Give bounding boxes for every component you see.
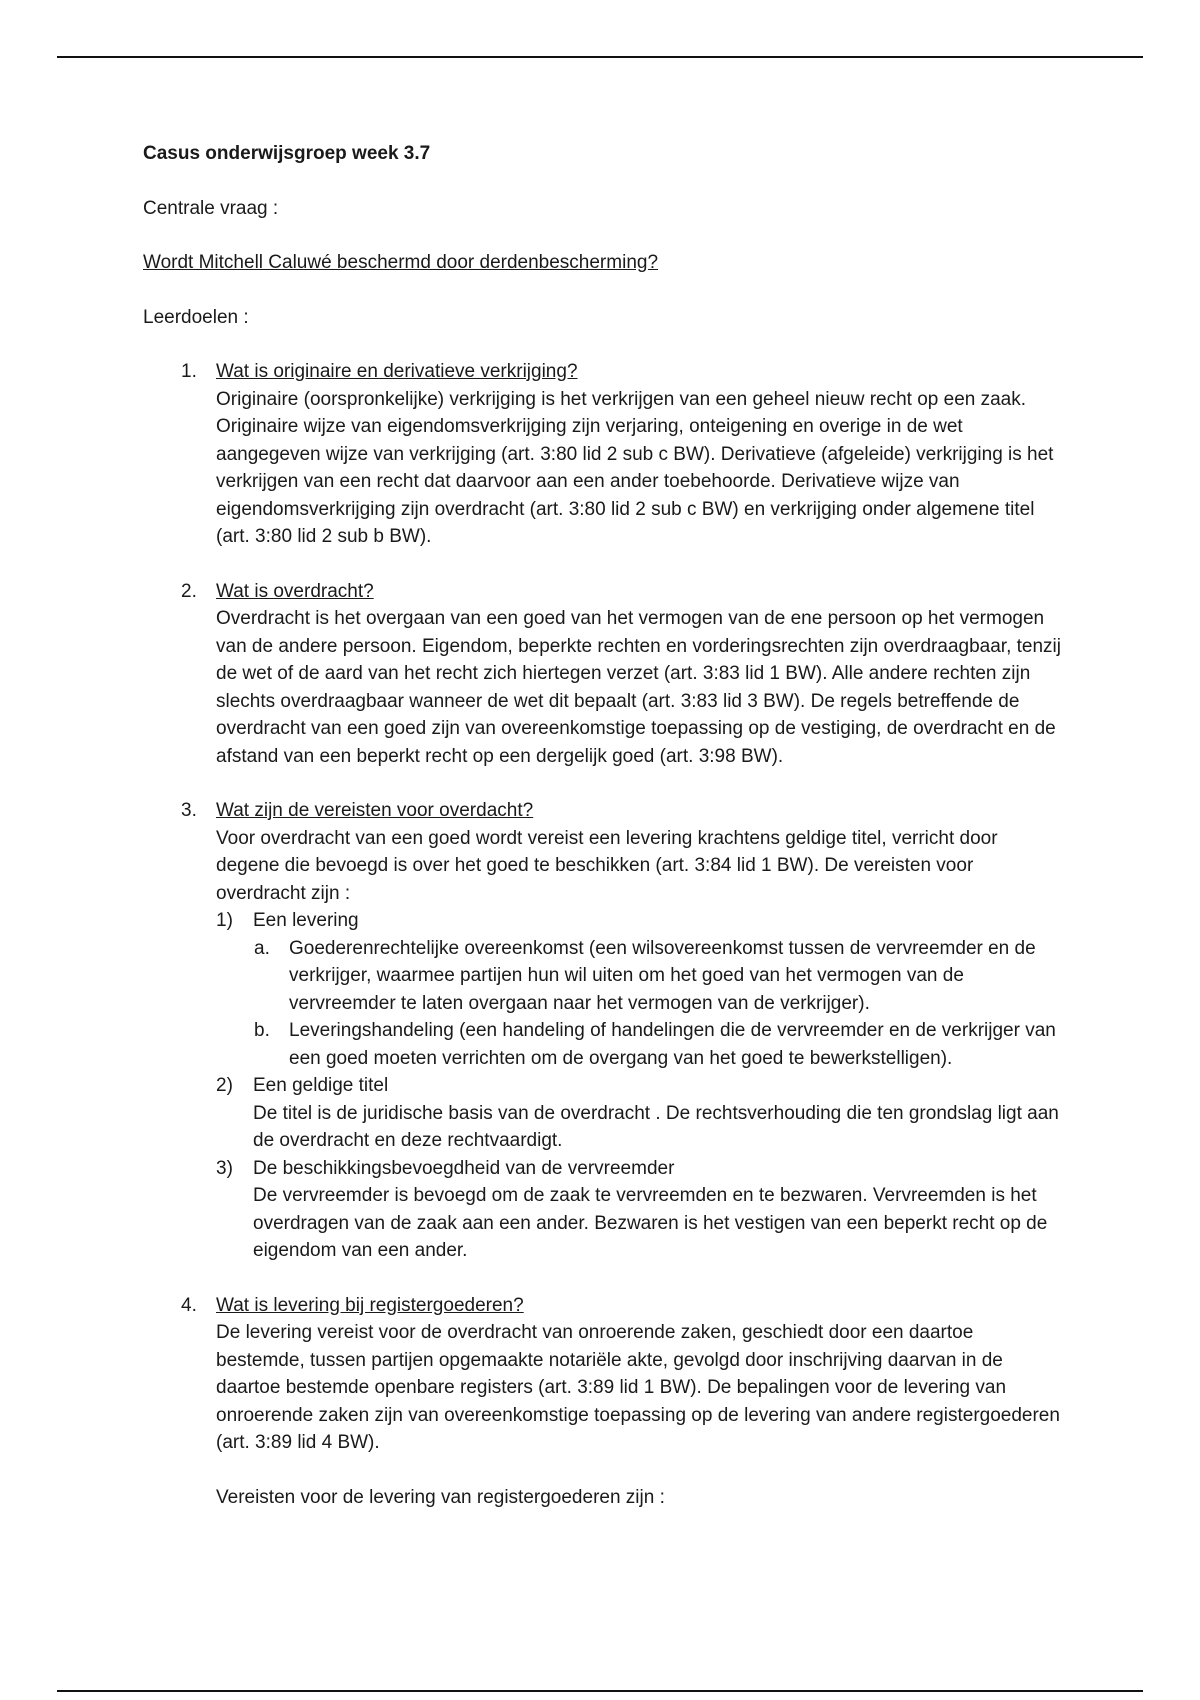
question-2 [143, 578, 1063, 771]
requirement-label: De beschikkingsbevoegdheid van de vervreemder [253, 1157, 675, 1179]
question-answer: Voor overdracht van een goed wordt vereist een levering krachtens geldige titel, verricht door degene die bevoegd is over het goed te beschikken (art. 3:84 lid 1 BW). De vereisten voor overdracht zijn : [216, 827, 998, 904]
question-number: 3. [181, 800, 197, 821]
requirement-subitem-b [253, 1017, 1063, 1072]
requirement-label: Een geldige titel [253, 1075, 389, 1096]
central-question: Wordt Mitchell Caluwé beschermd door derdenbescherming? [143, 252, 659, 273]
question-answer: Originaire (oorspronkelijke) verkrijging is het verkrijgen van een geheel nieuw recht op een zaak. Originaire wijze van eigendomsverkrijging zijn verjaring, onteigening en overige in de wet aangegeven wijze van verkrijging (art. 3:80 lid 2 sub c BW). Derivatieve (afgeleide) verkrijging is het verkrijgen van een recht dat daarvoor aan een ander toebehoorde. Derivatieve wijze van eigendomsverkrijging zijn overdracht (art. 3:80 lid 2 sub c BW) en verkrijging onder algemene titel (art. 3:80 lid 2 sub b BW). [216, 388, 1054, 547]
question-number: 1. [181, 361, 197, 382]
question-answer: Overdracht is het overgaan van een goed van het vermogen van de ene persoon op het vermogen van de andere persoon. Eigendom, beperkte rechten en vorderingsrechten zijn overdraagbaar, tenzij de wet of de aard van het recht zich hiertegen verzet (art. 3:83 lid 1 BW). Alle andere rechten zijn slechts overdraagbaar wanneer de wet dit bepaalt (art. 3:83 lid 3 BW). De regels betreffende de overdracht van een goed zijn van overeenkomstige toepassing op de vestiging, de overdracht en de afstand van een beperkt recht op een dergelijk goed (art. 3:98 BW). [216, 608, 1061, 767]
question-4 [143, 1292, 1063, 1512]
requirement-text: De titel is de juridische basis van de overdracht . De rechtsverhouding die ten grondslag ligt aan de overdracht en deze rechtvaardigt. [253, 1102, 1059, 1151]
document-title: Casus onderwijsgroep week 3.7 [143, 143, 431, 164]
spacer [216, 1457, 1063, 1484]
question-title: Wat is originaire en derivatieve verkrijging? [216, 361, 578, 382]
subitem-letter: a. [254, 937, 270, 959]
document-page [143, 140, 1063, 1538]
requirement-number: 3) [216, 1157, 233, 1179]
question-title: Wat is levering bij registergoederen? [216, 1294, 524, 1316]
question-number: 2. [181, 580, 197, 602]
subitem-text: Goederenrechtelijke overeenkomst (een wilsovereenkomst tussen de vervreemder en de verkrijger, waarmee partijen hun wil uiten om het goed van het vermogen van de vervreemder te laten overgaan naar het vermogen van de verkrijger). [289, 937, 1036, 1014]
requirement-label: Een levering [253, 910, 359, 931]
learning-goals-label: Leerdoelen : [143, 306, 249, 328]
question-1 [143, 358, 1063, 551]
central-question-label: Centrale vraag : [143, 197, 279, 219]
subitem-letter: b. [254, 1020, 270, 1041]
requirement-item-2 [216, 1072, 1063, 1155]
question-answer: De levering vereist voor de overdracht van onroerende zaken, geschiedt door een daartoe bestemde, tussen partijen opgemaakte notariële akte, gevolgd door inschrijving daarvan in de daartoe bestemde openbare registers (art. 3:89 lid 1 BW). De bepalingen voor de levering van onroerende zaken zijn van overeenkomstige toepassing op de levering van andere registergoederen (art. 3:89 lid 4 BW). [216, 1322, 1060, 1453]
requirement-number: 1) [216, 910, 233, 931]
requirement-text: De vervreemder is bevoegd om de zaak te vervreemden en te bezwaren. Vervreemden is het overdragen van de zaak aan een ander. Bezwaren is het vestigen van een beperkt recht op de eigendom van een ander. [253, 1185, 1048, 1261]
requirement-number: 2) [216, 1075, 233, 1096]
question-title: Wat zijn de vereisten voor overdacht? [216, 800, 534, 821]
requirements-intro: Vereisten voor de levering van registergoederen zijn : [216, 1486, 665, 1508]
requirement-item-1 [216, 907, 1063, 1072]
footer-rule [57, 1690, 1143, 1692]
header-rule [57, 56, 1143, 58]
question-3 [143, 797, 1063, 1265]
requirement-subitem-a [253, 935, 1063, 1018]
question-number: 4. [181, 1294, 197, 1316]
subitem-text: Leveringshandeling (een handeling of handelingen die de vervreemder en de verkrijger van een goed moeten verrichten om de overgang van het goed te bewerkstelligen). [289, 1020, 1056, 1069]
requirement-item-3 [216, 1155, 1063, 1265]
question-title: Wat is overdracht? [216, 580, 374, 602]
